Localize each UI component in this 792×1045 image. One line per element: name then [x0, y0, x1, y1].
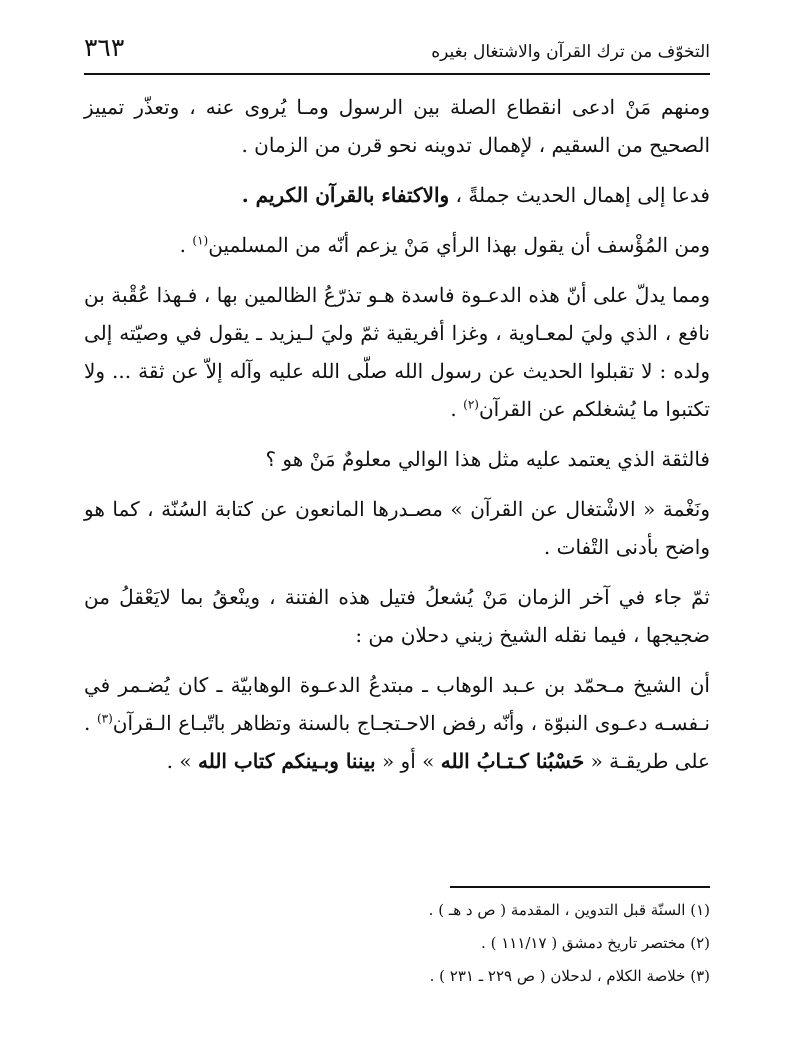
paragraph-8: أن الشيخ مـحمّد بن عـبد الوهاب ـ مبتدعُ الدعـوة الوهابيّة ـ كان يُضـمر في نـفسـه دعـوى النبوّة ، وأنّه رفض الاحـتجـاج بالسنة وتظاهر باتّبـاع الـقرآن$^{(٣)}$ . على طريقـة « حَسْبُنا كـتـابُ الله » أو « بيننا وبـينكم كتاب الله » . [84, 673, 711, 773]
page-header [84, 22, 710, 62]
paragraph-7: ثمّ جاء في آخر الزمان مَنْ يُشعلُ فتيل هذه الفتنة ، وينْعقُ بما لايَعْقلُ من ضجيجها ، فيما نقله الشيخ زيني دحلان من : [84, 585, 710, 647]
emphasis-text: والاكتفاء بالقرآن الكريم . [241, 183, 450, 207]
footnote-ref-3[interactable]: (٣) [96, 711, 113, 726]
paragraph-1: ومنهم مَنْ ادعى انقطاع الصلة بين الرسول ومـا يُروى عنه ، وتعذّر تمييز الصحيح من السقيم ، لإهمال تدوينه نحو قرن من الزمان . [84, 95, 710, 157]
body-text [84, 88, 710, 790]
page-number: ٣٦٣ [84, 33, 125, 62]
header-divider [84, 73, 710, 75]
paragraph-6: ونَغْمة « الاشْتغال عن القرآن » مصـدرها المانعون عن كتابة السُنّة ، كما هو واضح بأدنى التْفات . [84, 497, 710, 559]
emphasis-quote-2: بيننا وبـينكم كتاب الله [197, 749, 376, 773]
paragraph-3: ومن المُؤْسف أن يقول بهذا الرأي مَنْ يزعم أنّه من المسلمين$^{(١)}$ . [179, 233, 710, 257]
footnotes [84, 894, 710, 993]
paragraph-2: فدعا إلى إهمال الحديث جملةً ، والاكتفاء بالقرآن الكريم . [241, 183, 710, 207]
paragraph-5: فالثقة الذي يعتمد عليه مثل هذا الوالي معلومٌ مَنْ هو ؟ [265, 447, 710, 471]
running-title: التخوّف من ترك القرآن والاشتغال بغيره [431, 42, 710, 62]
footnote-divider [450, 886, 710, 888]
emphasis-quote-1: حَسْبُنا كـتـابُ الله [440, 749, 585, 773]
paragraph-4: ومما يدلّ على أنّ هذه الدعـوة فاسدة هـو تذرّعُ الظالمين بها ، فـهذا عُقْبة بن نافع ، الذي وليَ لمعـاوية ، وغزا أفريقية ثمّ وليَ لـيزيد ـ يقول في وصيّته إلى ولده : لا تقبلوا الحديث عن رسول الله صلّى الله عليه وآله إلاّ عن ثقة ... ولا تكتبوا ما يُشغلكم عن القرآن$^{(٢)}$ . [84, 283, 710, 421]
footnote-2: (٢) مختصر تاريخ دمشق ( ١١١/١٧ ) . [481, 934, 710, 952]
footnote-ref-2[interactable]: (٢) [463, 397, 479, 412]
footnote-1: (١) السنّة قبل التدوين ، المقدمة ( ص د هـ ) . [428, 901, 710, 919]
footnote-3: (٣) خلاصة الكلام ، لدحلان ( ص ٢٢٩ ـ ٢٣١ ) . [429, 967, 710, 985]
footnote-ref-1[interactable]: (١) [192, 233, 209, 248]
